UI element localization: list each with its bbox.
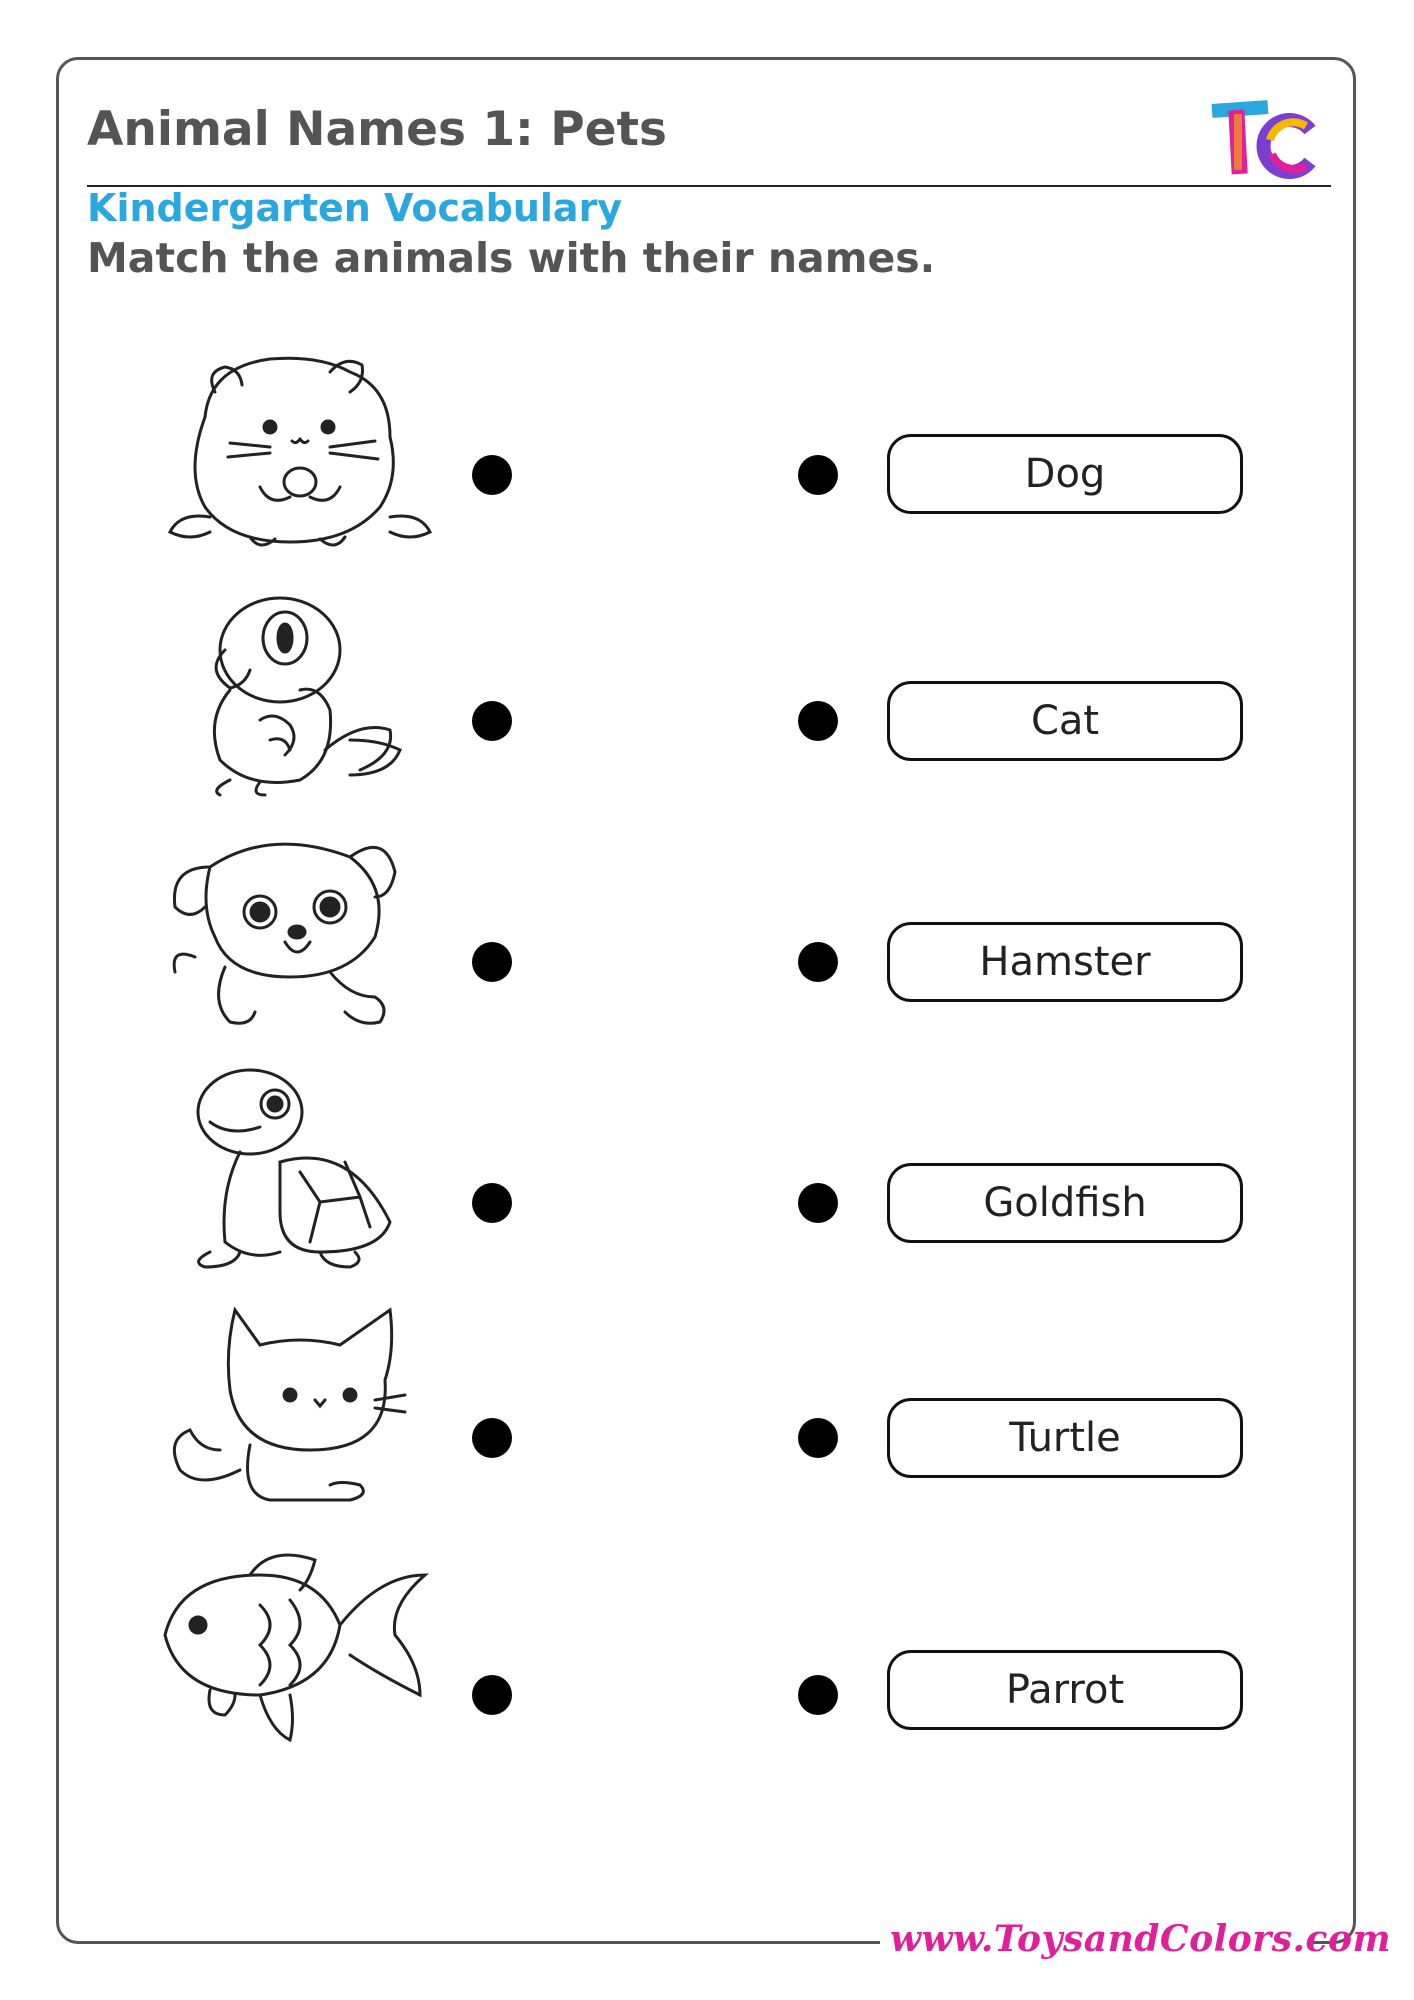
page-title: Animal Names 1: Pets: [87, 102, 667, 157]
name-box-cat: Cat: [887, 681, 1243, 761]
right-dot-4[interactable]: [798, 1183, 838, 1223]
left-dot-5[interactable]: [472, 1418, 512, 1458]
turtle-icon: [150, 1062, 440, 1272]
name-box-parrot: Parrot: [887, 1650, 1243, 1730]
left-dot-3[interactable]: [472, 942, 512, 982]
right-dot-5[interactable]: [798, 1418, 838, 1458]
right-dot-3[interactable]: [798, 942, 838, 982]
footer-url[interactable]: www.ToysandColors.com: [890, 1918, 1392, 1960]
left-dot-4[interactable]: [472, 1183, 512, 1223]
kitten-icon: [150, 1300, 440, 1510]
page-subtitle: Kindergarten Vocabulary: [87, 186, 623, 230]
left-dot-1[interactable]: [472, 455, 512, 495]
name-box-turtle: Turtle: [887, 1398, 1243, 1478]
right-dot-6[interactable]: [798, 1675, 838, 1715]
name-box-dog: Dog: [887, 434, 1243, 514]
left-dot-6[interactable]: [472, 1675, 512, 1715]
name-box-goldfish: Goldfish: [887, 1163, 1243, 1243]
right-dot-2[interactable]: [798, 701, 838, 741]
goldfish-icon: [150, 1545, 440, 1755]
hamster-icon: [150, 347, 440, 557]
instruction-text: Match the animals with their names.: [87, 234, 936, 282]
tc-logo-icon: [1210, 96, 1320, 180]
name-box-hamster: Hamster: [887, 922, 1243, 1002]
right-dot-1[interactable]: [798, 455, 838, 495]
left-dot-2[interactable]: [472, 701, 512, 741]
puppy-icon: [150, 827, 440, 1037]
parrot-icon: [150, 590, 440, 800]
